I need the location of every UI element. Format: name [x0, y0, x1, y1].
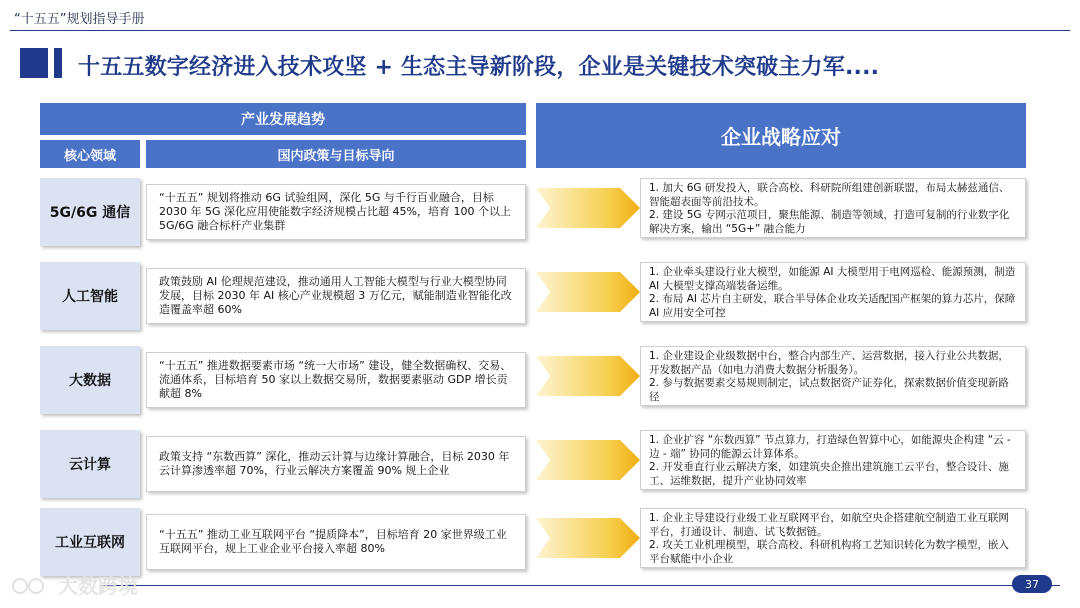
table-row [0, 430, 1080, 498]
arrow-right-icon [536, 436, 640, 484]
table-row [0, 262, 1080, 330]
header-industry-trend: 产业发展趋势 [40, 103, 526, 135]
top-divider [10, 30, 1070, 31]
page-headline: 十五五数字经济进入技术攻坚 + 生态主导新阶段，企业是关键技术突破主力军.... [78, 55, 880, 80]
arrow-right-icon [536, 514, 640, 562]
domain-label: 大数据 [40, 346, 140, 414]
policy-text: 政策鼓励 AI 伦理规范建设，推动通用人工智能大模型与行业大模型协同发展，目标 2030 年 AI 核心产业规模超 3 万亿元，赋能制造业智能化改造覆盖率超 60% [146, 268, 526, 324]
arrow-right-icon [536, 268, 640, 316]
policy-text: 政策支持 “东数西算” 深化，推动云计算与边缘计算融合，目标 2030 年云计算渗透率超 70%，行业云解决方案覆盖 90% 规上企业 [146, 436, 526, 492]
page-number: 37 [1012, 575, 1052, 593]
headline-marker-bar [54, 48, 62, 78]
policy-text: “十五五” 规划将推动 6G 试验组网，深化 5G 与千行百业融合，目标 2030 年 5G 深化应用使能数字经济规模占比超 45%，培育 100 个以上 5G/6G 融合标杆产业集群 [146, 184, 526, 240]
domain-label: 云计算 [40, 430, 140, 498]
table-row [0, 508, 1080, 576]
footer-divider [100, 585, 1060, 586]
strategy-text: 1. 加大 6G 研发投入，联合高校、科研院所组建创新联盟，布局太赫兹通信、智能超表面等前沿技术。 2. 建设 5G 专网示范项目，聚焦能源、制造等领域，打造可复制的行业数字化解决方案，输出 “5G+” 融合能力 [640, 178, 1026, 238]
strategy-text: 1. 企业牵头建设行业大模型，如能源 AI 大模型用于电网巡检、能源预测，制造 AI 大模型支撑高端装备运维。 2. 布局 AI 芯片自主研发，联合半导体企业攻关适配国产框架的算力芯片，保障 AI 应用安全可控 [640, 262, 1026, 322]
arrow-right-icon [536, 184, 640, 232]
domain-label: 人工智能 [40, 262, 140, 330]
doc-title: “十五五”规划指导手册 [14, 12, 145, 27]
arrow-right-icon [536, 352, 640, 400]
watermark-text: 大数跨境 [58, 574, 138, 598]
table-row [0, 346, 1080, 414]
headline-marker [20, 48, 48, 78]
header-core-domain: 核心领域 [40, 140, 140, 168]
policy-text: “十五五” 推进数据要素市场 “统一大市场” 建设，健全数据确权、交易、流通体系，目标培育 50 家以上数据交易所，数据要素驱动 GDP 增长贡献超 8% [146, 352, 526, 408]
table-row [0, 178, 1080, 246]
policy-text: “十五五” 推动工业互联网平台 “提质降本”，目标培育 20 家世界级工业互联网平台，规上工业企业平台接入率超 80% [146, 514, 526, 570]
strategy-text: 1. 企业扩容 “东数西算” 节点算力，打造绿色智算中心，如能源央企构建 “云 - 边 - 端” 协同的能源云计算体系。 2. 开发垂直行业云解决方案，如建筑央企推出建筑施工云平台，整合设计、施工、运维数据，提升产业协同效率 [640, 430, 1026, 490]
strategy-text: 1. 企业主导建设行业级工业互联网平台，如航空央企搭建航空制造工业互联网平台，打通设计、制造、试飞数据链。 2. 攻关工业机理模型，联合高校、科研机构将工艺知识转化为数字模型，嵌入平台赋能中小企业 [640, 508, 1026, 568]
domain-label: 工业互联网 [40, 508, 140, 576]
strategy-text: 1. 企业建设企业级数据中台，整合内部生产、运营数据，接入行业公共数据，开发数据产品（如电力消费大数据分析服务）。 2. 参与数据要素交易规则制定，试点数据资产证券化，探索数据价值变现新路径 [640, 346, 1026, 406]
header-enterprise-strategy: 企业战略应对 [536, 103, 1026, 168]
header-policy: 国内政策与目标导向 [146, 140, 526, 168]
watermark-logo-icon [10, 574, 54, 598]
domain-label: 5G/6G 通信 [40, 178, 140, 246]
